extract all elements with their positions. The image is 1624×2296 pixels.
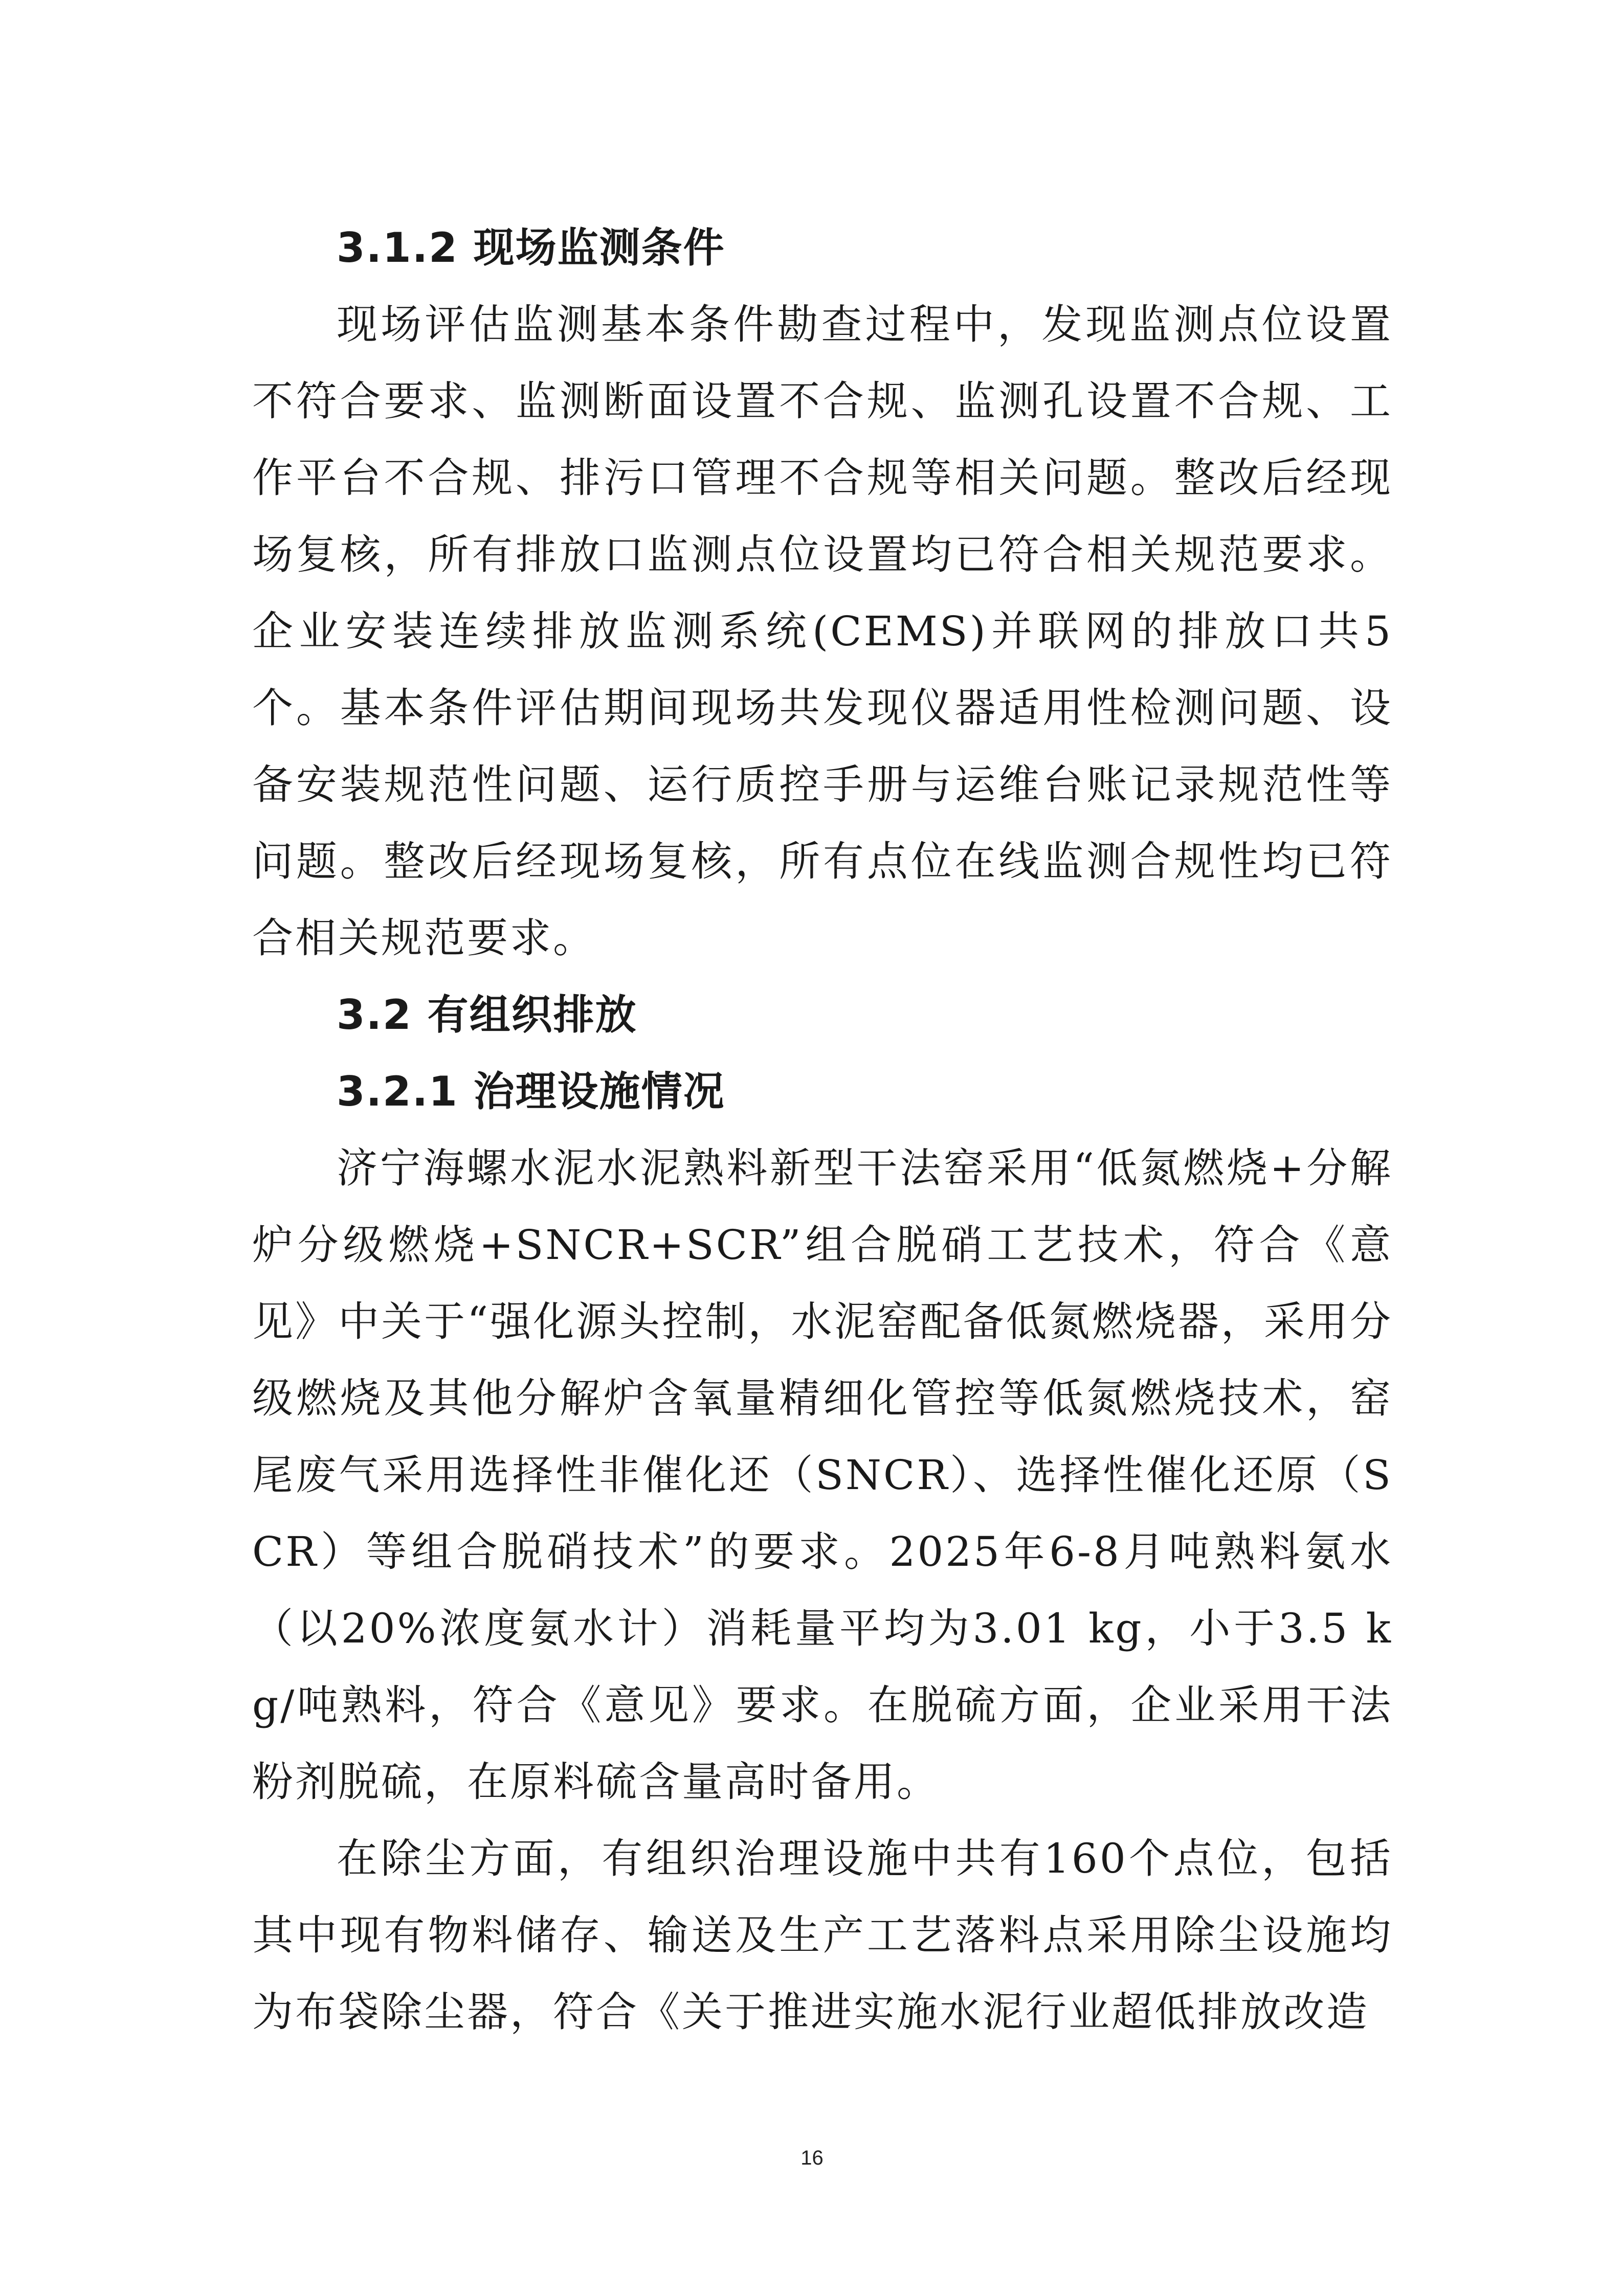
paragraph-denitrification: 济宁海螺水泥水泥熟料新型干法窑采用“低氮燃烧+分解炉分级燃烧+SNCR+SCR”组合脱硝工艺技术，符合《意见》中关于“强化源头控制，水泥窑配备低氮燃烧器，采用分级燃烧及其他分解炉含氧量精细化管控等低氮燃烧技术，窑尾废气采用选择性非催化还（SNCR）、选择性催化还原（SCR）等组合脱硝技术”的要求。2025年6-8月吨熟料氨水（以20%浓度氨水计）消耗量平均为3.01 kg，小于3.5 kg/吨熟料，符合《意见》要求。在脱硫方面，企业采用干法粉剂脱硫，在原料硫含量高时备用。: [252, 1144, 1393, 1806]
section-heading-3-1-2: 3.1.2 现场监测条件: [337, 224, 725, 272]
section-heading-3-2-1: 3.2.1 治理设施情况: [337, 1068, 725, 1115]
paragraph-dust-removal: 在除尘方面，有组织治理设施中共有160个点位，包括其中现有物料储存、输送及生产工艺落料点采用除尘设施均为布袋除尘器，符合《关于推进实施水泥行业超低排放改造: [252, 1835, 1393, 2036]
page-number: 16: [800, 2147, 824, 2169]
section-heading-3-2: 3.2 有组织排放: [337, 991, 637, 1039]
document-body: [252, 210, 1393, 2051]
paragraph-monitoring-conditions: 现场评估监测基本条件勘查过程中，发现监测点位设置不符合要求、监测断面设置不合规、监测孔设置不合规、工作平台不合规、排污口管理不合规等相关问题。整改后经现场复核，所有排放口监测点位设置均已符合相关规范要求。企业安装连续排放监测系统(CEMS)并联网的排放口共5个。基本条件评估期间现场共发现仪器适用性检测问题、设备安装规范性问题、运行质控手册与运维台账记录规范性等问题。整改后经现场复核，所有点位在线监测合规性均已符合相关规范要求。: [252, 301, 1393, 962]
